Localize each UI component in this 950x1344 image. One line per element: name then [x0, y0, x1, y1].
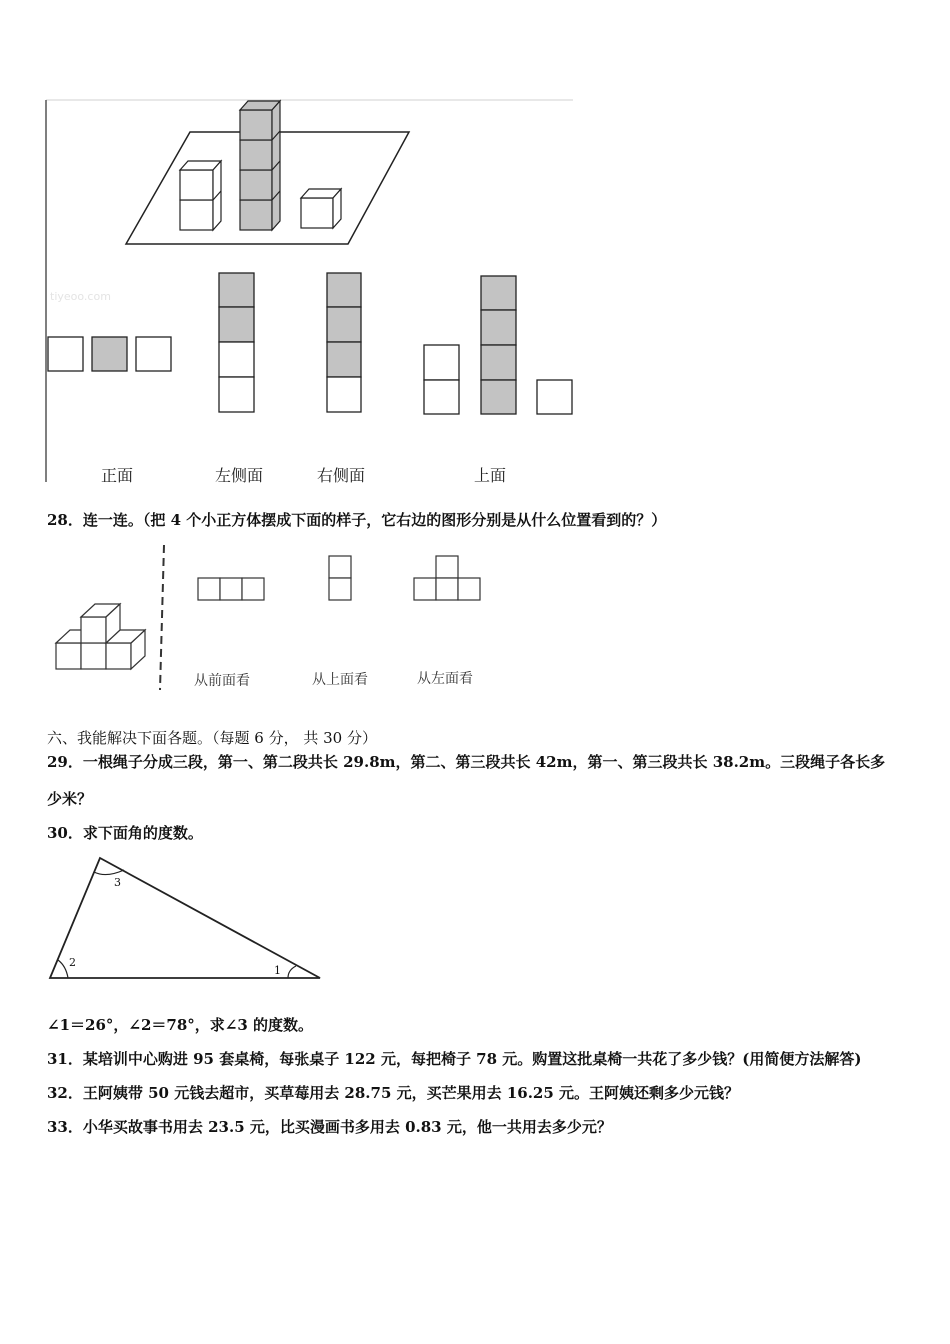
- q28-label-left: 从左面看: [417, 671, 473, 687]
- angle-1-arc: [288, 966, 296, 978]
- question-30: 30．求下面角的度数。: [47, 824, 203, 842]
- angle-label-1: 1: [274, 964, 281, 977]
- triangle-drawing: [40, 850, 340, 990]
- angle-label-2: 2: [69, 956, 76, 969]
- section-6-heading: 六、我能解决下面各题。（每题 6 分， 共 30 分）: [47, 729, 377, 747]
- angle-label-3: 3: [114, 876, 121, 889]
- views-figure: [0, 0, 600, 490]
- label-right-side: 右侧面: [317, 466, 366, 485]
- angle-2-arc: [58, 960, 68, 978]
- cube-single-right: [301, 189, 341, 228]
- q28-view-column: [329, 556, 351, 600]
- q28-label-top: 从上面看: [312, 672, 368, 688]
- triangle: [50, 858, 320, 978]
- cube-stack-middle: [240, 101, 280, 230]
- question-33: 33．小华买故事书用去 23.5 元，比买漫画书多用去 0.83 元，他一共用去多少元？: [47, 1118, 612, 1136]
- question-28: 28．连一连。（把 4 个小正方体摆成下面的样子，它右边的图形分别是从什么位置看到的？）: [47, 511, 667, 529]
- question-29-line1: 29．一根绳子分成三段，第一、第二段共长 29.8m，第二、第三段共长 42m，第一、第三段共长 38.2m。三段绳子各长多: [47, 753, 886, 771]
- label-front: 正面: [101, 466, 134, 485]
- angle-3-arc: [94, 870, 124, 875]
- q28-cube-arrangement: [56, 604, 145, 669]
- dashed-divider: [160, 545, 164, 690]
- q28-view-t-shape: [414, 556, 480, 600]
- question-32: 32．王阿姨带 50 元钱去超市，买草莓用去 28.75 元，买芒果用去 16.25 元。王阿姨还剩多少元钱？: [47, 1084, 740, 1102]
- top-view: [424, 276, 572, 414]
- question-30-given: ∠1＝26°，∠2＝78°，求∠3 的度数。: [47, 1016, 313, 1034]
- label-top: 上面: [474, 466, 507, 485]
- q28-label-front: 从前面看: [194, 673, 250, 689]
- question-29-line2: 少米？: [47, 790, 93, 808]
- left-view: [219, 273, 254, 412]
- triangle-figure: [40, 850, 340, 990]
- right-view: [327, 273, 361, 412]
- views-figure-drawing: [0, 0, 600, 490]
- q28-figure: [40, 540, 510, 700]
- watermark: tiyeoo.com: [50, 290, 111, 303]
- q28-view-row: [198, 578, 264, 600]
- front-view: [48, 337, 171, 371]
- question-31: 31．某培训中心购进 95 套桌椅，每张桌子 122 元，每把椅子 78 元。购置这批桌椅一共花了多少钱？(用简便方法解答): [47, 1050, 862, 1068]
- cube-stack-left: [180, 161, 221, 230]
- label-left-side: 左侧面: [215, 466, 264, 485]
